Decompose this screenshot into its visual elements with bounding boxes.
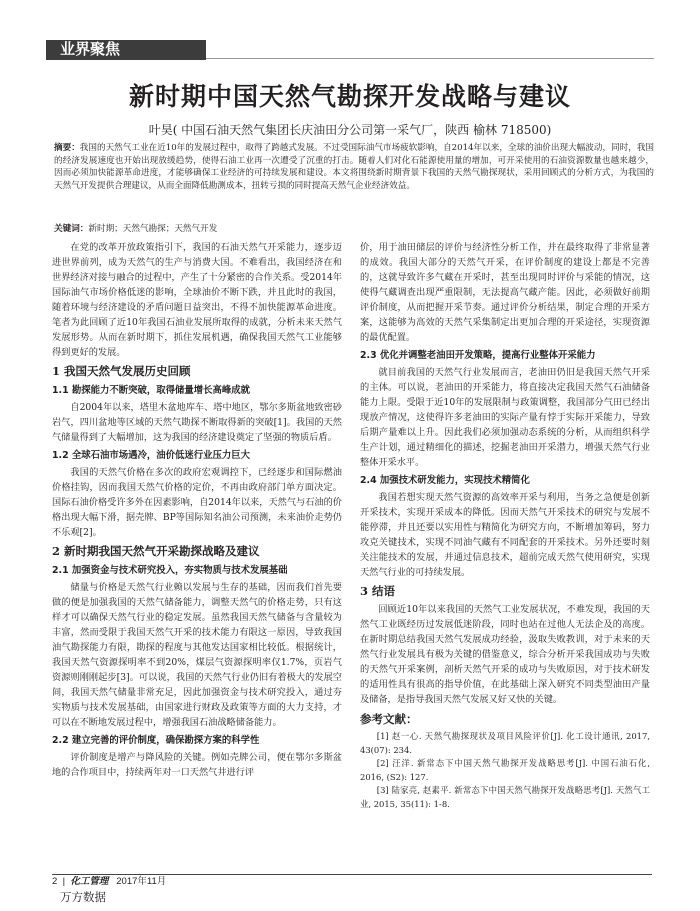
paragraph-2-3: 就目前我国的天然气行业发展而言，老油田仍旧是我国天然气开采的主体。可以说，老油田的开采能力，将直接决定我国天然气石油储备能力上限。受限于近10年的发展限制与政策调整，我国部分气田已经出现放产情况，这使得许多老油田的实际产量有悖于实际开采能力，导致后期产量难以上升。因此我们必须加强动态系统的分析，从而组织科学生产计划，通过精细化的描述，挖掘老油田开采潜力，增强天然气行业整体开采水平。 <box>360 367 650 468</box>
subsection-heading-1-1: 1.1 勘探能力不断突破，取得储量增长高峰成就 <box>52 385 250 396</box>
paragraph-3: 回顾近10年以来我国的天然气工业发展状况，不难发现，我国的天然气工业既经历过发展低迷阶段，同时也站在过他人无法企及的高度。在新时期总结我国天然气发展成功经验，汲取失败教训，对于未来的天然气行业发展具有极为关键的借鉴意义，综合分析开采我国成功与失败的天然气开采案例，剖析天然气开采的成功与失败原因，对于技术研发的适用性具有很高的指导价值，在此基础上深入研究不同类型油田产量及储备，是指导我国天然气发展又好又快的关键。 <box>360 604 650 705</box>
page-number: 2 <box>52 876 58 887</box>
section-heading-3: 3 结语 <box>360 584 396 598</box>
section-heading-2: 2 新时期我国天然气开采勘探战略及建议 <box>52 544 260 558</box>
issue-date: 2017年11月 <box>116 876 167 887</box>
subsection-heading-2-3: 2.3 优化并调整老油田开发策略，提高行业整体开采能力 <box>360 350 596 361</box>
header-rule <box>206 58 654 59</box>
author-byline: 叶昊( 中国石油天然气集团长庆油田分公司第一采气厂，陕西 榆林 718500) <box>148 123 552 137</box>
keywords <box>54 223 654 235</box>
subsection-heading-2-1: 2.1 加强资金与技术研究投入，夯实物质与技术发展基础 <box>52 565 288 576</box>
paragraph-2-1: 储量与价格是天然气行业赖以发展与生存的基础，因而我们首先要做的便是加强我国的天然气储备能力，调整天然气的价格走势，只有这样才可以确保天然气行业的稳定发展。虽然我国天然气储备与含量较为丰富，然而受限于我国天然气开采的技术能力有限这一原因，导致我国油气勘探能力有限，勘探的程度与其他发达国家相比较低。根据统计，我国天然气资源探明率不到20%，煤层气资源探明率仅1.7%，页岩气资源则刚刚起步[3]。可以说，我国的天然气行业仍旧有着极大的发展空间，我国天然气储量非常充足，因此加强资金与技术研究投入，通过夯实物质与技术发展基础，由国家进行财政及政策等方面的大力支持，才可以在不断地发展过程中，增强我国石油战略储备能力。 <box>52 582 342 728</box>
abstract-label: 摘要： <box>54 143 80 153</box>
subsection-heading-2-2: 2.2 建立完善的评价制度，确保勘探方案的科学性 <box>52 735 260 746</box>
abstract-text: 我国的天然气工业在近10年的发展过程中，取得了跨越式发展。不过受国际油气市场疲软影响，自2014年以来，全球的油价出现大幅波动，同时，我国的经济发展速度也开始出现放缓趋势，使得石油工业再一次遭受了沉重的打击。随着人们对化石能源使用量的增加，可开采使用的石油资源数量也越来越少，因而必须加快能源革命进度，才能够确保工业经济的可持续发展和建设。本文将围绕新时期背景下我国的天然气勘探现状，采用回顾式的分析方式，为我国的天然气开发提供合理建议，从而全面降低勘测成本，扭转亏损的同时提高天然气企业经济效益。 <box>54 143 655 191</box>
section-heading-1: 1 我国天然气发展历史回顾 <box>52 364 191 378</box>
abstract <box>54 142 654 192</box>
page-footer <box>52 875 166 888</box>
paragraph-2-2: 评价制度是增产与降风险的关键。例如壳牌公司，便在鄂尔多斯盆地的合作项目中，持续两年对一口天然气井进行评 <box>52 752 342 778</box>
section-tag: 业界聚焦 <box>46 40 206 60</box>
article-title: 新时期中国天然气勘探开发战略与建议 <box>128 82 571 111</box>
reference-item: [2] 汪洋. 新常态下中国天然气勘探开发战略思考[J]. 中国石油石化, 2016, (S2): 127. <box>360 758 650 782</box>
subsection-heading-1-2: 1.2 全球石油市场遇冷，油价低迷行业压力巨大 <box>52 450 250 461</box>
left-column <box>52 240 342 880</box>
footer-separator: | <box>62 876 66 887</box>
paragraph-2-2-continued: 价，用于油田储层的评价与经济性分析工作，并在最终取得了非常显著的成效。我国大部分的天然气开采，在评价制度的建设上都是不完善的，这就导致许多气藏在开采时，甚至出现同时评价与采能的情况，这使得气藏调查出现严重限制，无法提高气藏产能。因此，必须做好前期评价制度，从而把握开采节奏。通过评价分析结果，制定合理的开采方案，这能够为高效的天然气采集制定出更加合理的开采途径，实现资源的最优配置。 <box>360 242 650 343</box>
paragraph-1-2: 我国的天然气价格在多次的政府宏观调控下，已经逐步和国际燃油价格挂钩，因而我国天然气价格的定价，不再由政府部门单方面决定。国际石油价格受许多外在因素影响，自2014年以来，天然气与石油的价格出现大幅下滑，据壳牌、BP等国际知名油公司预测，未来油价走势仍不乐观[2]。 <box>52 467 342 538</box>
intro-paragraph: 在党的改革开放政策指引下，我国的石油天然气开采能力，逐步迈进世界前列，成为天然气的生产与消费大国。不难看出，我国经济在和世界经济对接与融合的过程中，产生了十分紧密的合作关系。受2014年国际油气市场价格低迷的影响，全球油价不断下跌，并且此时的我国，随着环境与经济建设的矛盾问题日益突出，不得不加快能源革命进度。笔者为此回顾了近10年我国石油业发展所取得的成就，分析未来天然气发展形势。从而在新时期下，抓住发展机遇，确保我国天然气工业能够得到更好的发展。 <box>52 242 342 358</box>
right-column <box>360 240 650 880</box>
reference-item: [1] 赵一心. 天然气勘探现状及项目风险评价[J]. 化工设计通讯, 2017, 43(07): 234. <box>360 731 650 755</box>
keywords-text: 新时期；天然气勘探；天然气开发 <box>88 224 218 234</box>
paragraph-1-1: 自2004年以来，塔里木盆地库车、塔中地区，鄂尔多斯盆地致密砂岩气，四川盆地等区域的天然气勘探不断取得新的突破[1]。我国的天然气储量得到了大幅增加，这为我国的经济建设奠定了坚强的物质后盾。 <box>52 402 342 443</box>
wanfang-watermark: 万方数据 <box>60 890 106 904</box>
subsection-heading-2-4: 2.4 加强技术研发能力，实现技术精简化 <box>360 475 530 486</box>
references-title: 参考文献： <box>360 712 418 726</box>
keywords-label: 关键词： <box>54 224 89 234</box>
paragraph-2-4: 我国若想实现天然气资源的高效率开采与利用，当务之急便是创新开采技术，实现开采成本的降低。因而天然气开采技术的研究与发展不能停滞，并且还要以实用性与精简化为研究方向，不断增加筹码，努力攻克关键技术，实现不同油气藏有不同配套的开采技术。另外还要时刻关注能技术的发展，并通过信息技术，超前完成天然气使用研究，实现天然气行业的可持续发展。 <box>360 492 650 578</box>
journal-name: 化工管理 <box>70 876 109 887</box>
reference-item: [3] 陆家亮, 赵素平. 新常态下中国天然气勘探开发战略思考[J]. 天然气工业, 2015, 35(11): 1-8. <box>360 785 650 809</box>
